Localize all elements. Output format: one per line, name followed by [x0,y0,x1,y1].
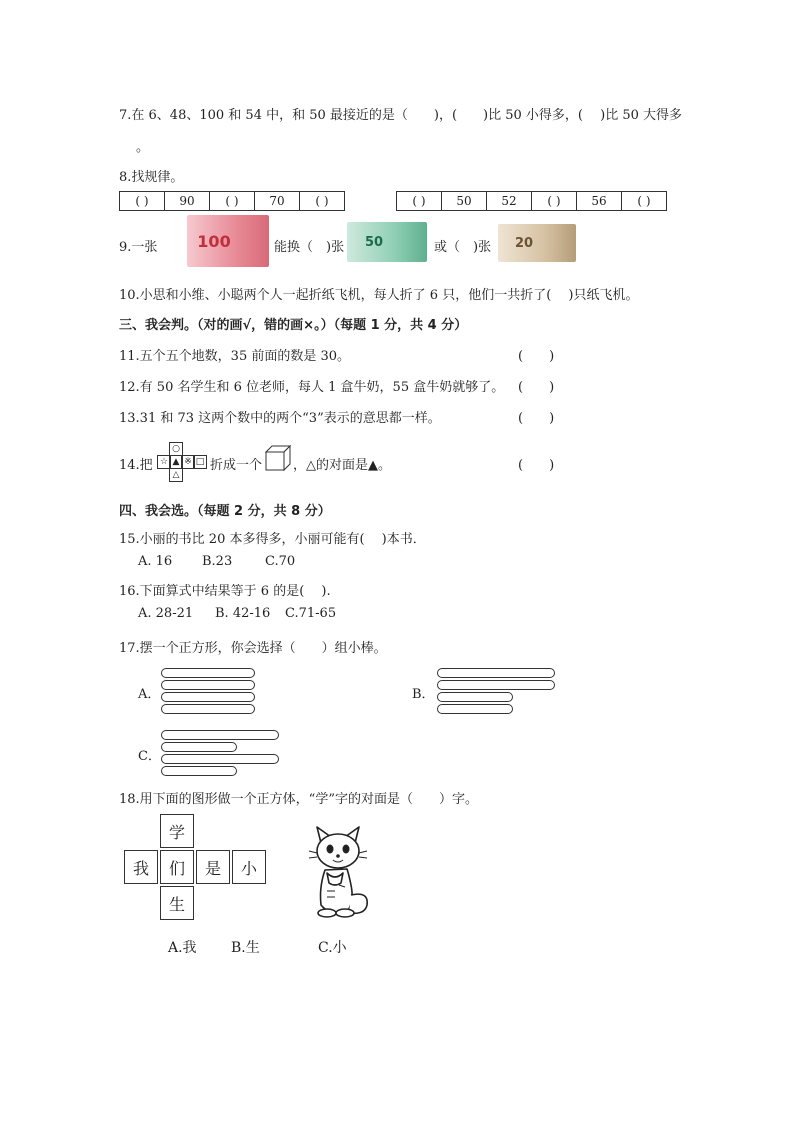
q7-line2: 。 [136,140,150,155]
net-cell: 小 [232,850,266,884]
seq1-cell: 90 [165,192,210,211]
net-cell-bottom: 生 [160,886,194,920]
q9-part2: 能换（ )张 [274,240,345,255]
q18-option-b: B.生 [231,940,260,956]
net-cell: 们 [160,850,194,884]
seq1-cell: ( ) [120,192,165,211]
section-3-title: 三、我会判。（对的画√，错的画×。）（每题 1 分，共 4 分） [119,318,468,333]
q17-text: 17.摆一个正方形，你会选择（ ）组小棒。 [119,641,387,656]
banknote-100-value: 100 [197,231,231,251]
net-cell: 我 [124,850,158,884]
stick [161,704,255,714]
q15-text: 15.小丽的书比 20 本多得多，小丽可能有( )本书． [119,532,426,547]
net-face: □ [193,455,207,469]
q17-label-c: C． [138,749,161,764]
seq2-cell: 56 [577,192,622,211]
q14-part3: ，△的对面是▲。 [293,458,391,473]
section-4-title: 四、我会选。（每题 2 分，共 8 分） [119,504,331,519]
stick [161,766,237,776]
q13-answer-paren: ( ) [518,411,555,426]
net-face: ○ [169,442,183,456]
q10-text: 10.小思和小维、小聪两个人一起折纸飞机，每人折了 6 只，他们一共折了( )只纸飞机。 [119,288,639,303]
sequence-table-2 [396,191,667,211]
q11-answer-paren: ( ) [518,349,555,364]
stick [437,668,555,678]
stick [437,692,513,702]
seq2-cell: ( ) [532,192,577,211]
cube-icon [264,444,292,472]
seq2-cell: 52 [487,192,532,211]
stick [161,754,279,764]
stick [161,680,255,690]
q15-option-c: C.70 [265,554,296,569]
cat-illustration [305,825,375,920]
cube-net-image [155,442,209,484]
q15-option-a: A. 16 [138,554,173,569]
net-face: ※ [181,455,195,469]
stick [437,704,513,714]
q14-part2: 折成一个 [210,458,263,473]
stick [161,742,237,752]
net-face: △ [169,468,183,482]
seq2-cell: 50 [442,192,487,211]
q12-text: 12.有 50 名学生和 6 位老师，每人 1 盒牛奶，55 盒牛奶就够了。 [119,380,505,395]
stick [437,680,555,690]
q17-label-b: B． [412,687,435,702]
banknote-50-value: 50 [364,234,384,250]
seq1-cell: 70 [255,192,300,211]
q12-answer-paren: ( ) [518,380,555,395]
seq1-cell: ( ) [300,192,345,211]
seq1-cell: ( ) [210,192,255,211]
banknote-20-value: 20 [514,235,534,251]
seq2-cell: ( ) [622,192,667,211]
net-cell-top: 学 [160,814,194,848]
banknote-20-image [498,224,576,262]
q9-part3: 或（ )张 [434,240,492,255]
stick [161,730,279,740]
banknote-50-image [347,222,427,262]
q11-text: 11.五个五个地数，35 前面的数是 30。 [119,349,351,364]
net-cell: 是 [196,850,230,884]
q8-title: 8.找规律。 [119,170,184,185]
q18-option-a: A.我 [168,940,197,956]
sequence-table-1 [119,191,345,211]
q13-text: 13.31 和 73 这两个数中的两个“3”表示的意思都一样。 [119,411,441,426]
banknote-100-image [187,215,269,267]
q14-part1: 14.把 [119,458,153,473]
q14-answer-paren: ( ) [518,458,555,473]
net-face: ▲ [169,455,183,469]
q16-text: 16.下面算式中结果等于 6 的是( ). [119,584,331,599]
q9-part1: 9.一张 [119,240,158,255]
q16-option-a: A. 28-21 [138,606,194,621]
q18-option-c: C.小 [318,940,347,956]
seq2-cell: ( ) [397,192,442,211]
stick [161,668,255,678]
q16-option-c: C.71-65 [285,606,337,621]
net-face: ☆ [157,455,171,469]
q15-option-b: B.23 [202,554,233,569]
q7-line1: 7.在 6、48、100 和 54 中，和 50 最接近的是（ )，( )比 50 小得多，( )比 50 大得多 [119,108,683,123]
q18-text: 18.用下面的图形做一个正方体，“学”字的对面是（ ）字。 [119,792,478,807]
stick [161,692,255,702]
q16-option-b: B. 42-16 [215,606,271,621]
q17-label-a: A． [138,687,161,702]
